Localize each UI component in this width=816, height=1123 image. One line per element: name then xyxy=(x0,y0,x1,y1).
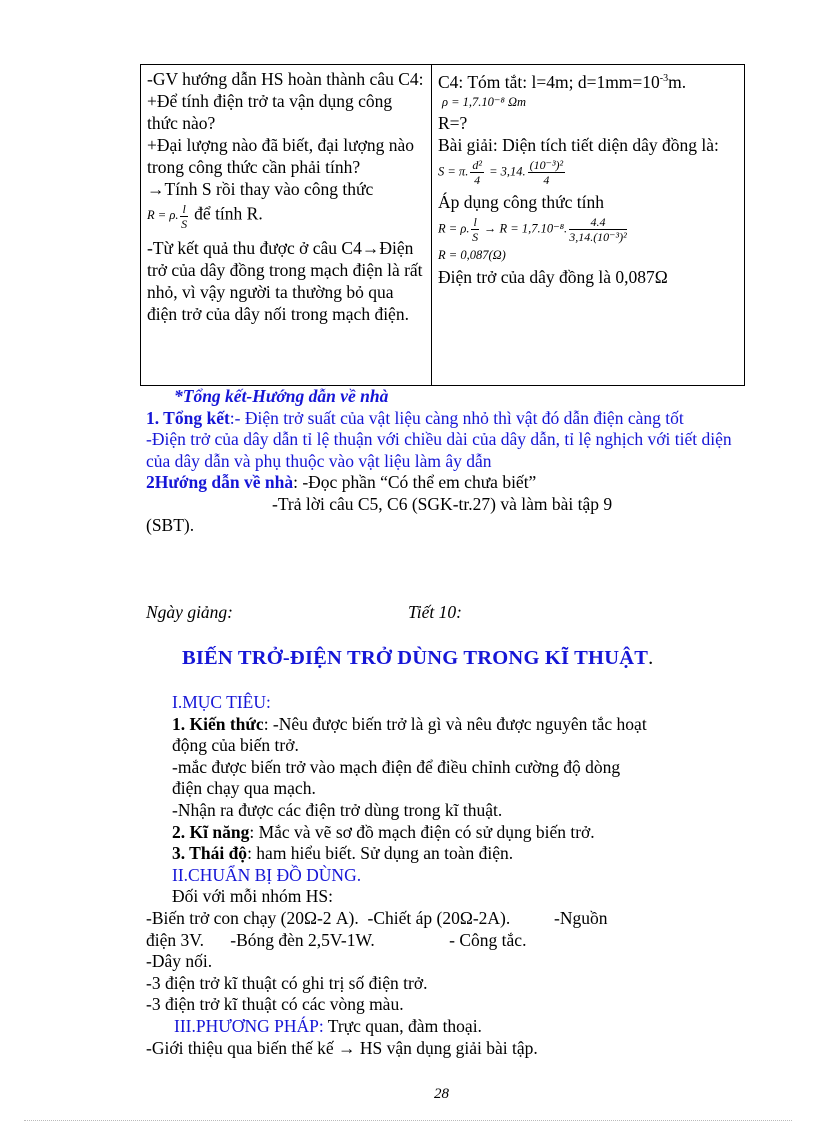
summary-section xyxy=(146,386,746,537)
method-line: -Giới thiệu qua biến thế kế → HS vận dụng giải bài tập. xyxy=(146,1037,538,1058)
group-line: Đối với mỗi nhóm HS: xyxy=(172,886,333,907)
section-2-heading: II.CHUẨN BỊ ĐỒ DÙNG. xyxy=(172,864,362,885)
column-divider xyxy=(431,65,432,385)
solution-text: Bài giải: Diện tích tiết diện dây đồng là: xyxy=(438,134,719,155)
attitude-line: 3. Thái độ: ham hiểu biết. Sử dụng an toàn điện. xyxy=(172,843,514,864)
summary-item-1: 1. Tổng kết:- Điện trở suất của vật liệu càng nhỏ thì vật đó dẫn điện càng tốt xyxy=(146,407,684,428)
summary-item-2: 2Hướng dẫn về nhà: -Đọc phần “Có thể em chưa biết” xyxy=(146,472,537,492)
left-line-2: +Để tính điện trở ta vận dụng công thức nào? xyxy=(147,91,393,133)
left-formula-suffix: để tính R. xyxy=(194,203,263,224)
knowledge-line-4: điện chạy qua mạch. xyxy=(172,778,316,799)
left-formula-line xyxy=(147,202,427,231)
student-activity-cell xyxy=(438,68,743,288)
knowledge-line: 1. Kiến thức: -Nêu được biến trở là gì và nêu được nguyên tắc hoạt xyxy=(172,713,647,734)
period-label: Tiết 10: xyxy=(408,602,462,622)
page-number: 28 xyxy=(434,1086,449,1102)
area-formula: S = π. $\frac{\text{d²}}{4}$ = 3,14. $\frac{\text{(10⁻³)²}}{4}$ xyxy=(438,157,564,187)
equipment-line-3: -Dây nối. xyxy=(146,951,213,972)
equipment-line-4: -3 điện trở kĩ thuật có ghi trị số điện trở. xyxy=(146,972,428,993)
r-formula: R = ρ. $\frac{l}{S}$ → R = 1,7.10⁻⁸. $\frac{4.4}{\text{3,14.(10⁻³)²}}$ xyxy=(438,214,627,244)
summary-item-2-end: (SBT). xyxy=(146,515,195,535)
left-line-3: +Đại lượng nào đã biết, đại lượng nào trong công thức cần phải tính? xyxy=(147,135,415,177)
left-line-4: →Tính S rồi thay vào công thức xyxy=(147,179,374,199)
r-value: R = 0,087(Ω) xyxy=(438,247,506,262)
lesson-title: BIẾN TRỞ-ĐIỆN TRỞ DÙNG TRONG KĨ THUẬT. xyxy=(182,647,654,669)
lesson-body xyxy=(146,692,746,1059)
result-text: Điện trở của dây đồng là 0,087Ω xyxy=(438,266,668,287)
r-unknown: R=? xyxy=(438,112,468,133)
summary-item-2-more: -Trả lời câu C5, C6 (SGK-tr.27) và làm bài tập 9 xyxy=(272,493,613,514)
footer-divider xyxy=(24,1120,792,1121)
knowledge-line-3: -mắc được biến trở vào mạch điện để điều chỉnh cường độ dòng xyxy=(172,756,621,777)
section-3-heading: III.PHƯƠNG PHÁP: Trực quan, đàm thoại. xyxy=(174,1015,482,1036)
equipment-line-5: -3 điện trở kĩ thuật có các vòng màu. xyxy=(146,994,404,1015)
left-line-1: -GV hướng dẫn HS hoàn thành câu C4: xyxy=(147,69,424,89)
rho-formula: ρ = 1,7.10⁻⁸ Ωm xyxy=(442,94,527,109)
lesson-table xyxy=(140,64,745,386)
apply-text: Áp dụng công thức tính xyxy=(438,191,604,212)
knowledge-cont: động của biến trở. xyxy=(172,735,299,756)
summary-heading: *Tổng kết-Hướng dẫn về nhà xyxy=(174,386,389,406)
left-conclusion: -Từ kết quả thu được ở câu C4→Điện trở của dây đồng trong mạch điện là rất nhỏ, vì vậy người ta thường bỏ qua điện trở của dây nối trong mạch điện. xyxy=(147,238,423,324)
teacher-activity-cell xyxy=(147,68,427,325)
right-summary-line: C4: Tóm tắt: l=4m; $d=1mm=10^{-3}m$. xyxy=(438,71,687,92)
date-label: Ngày giảng: xyxy=(146,602,234,622)
section-1-heading: I.MỤC TIÊU: xyxy=(172,692,271,712)
equipment-line-1: -Biến trở con chạy (20Ω-2 A). -Chiết áp (20Ω-2A). -Nguồn xyxy=(146,907,608,928)
knowledge-line-5: -Nhận ra được các điện trở dùng trong kĩ thuật. xyxy=(172,799,503,820)
skills-line: 2. Kĩ năng: Mắc và vẽ sơ đồ mạch điện có sử dụng biến trở. xyxy=(172,821,595,842)
resistance-formula: R = ρ. $\frac{l}{S}$ xyxy=(147,202,188,231)
equipment-line-2: điện 3V. -Bóng đèn 2,5V-1W. - Công tắc. xyxy=(146,929,527,950)
summary-item-1-more: -Điện trở của dây dẫn tỉ lệ thuận với chiều dài của dây dẫn, tỉ lệ nghịch với tiết diện của dây dẫn và phụ thuộc vào vật liệu làm ây dẫn xyxy=(146,429,732,471)
